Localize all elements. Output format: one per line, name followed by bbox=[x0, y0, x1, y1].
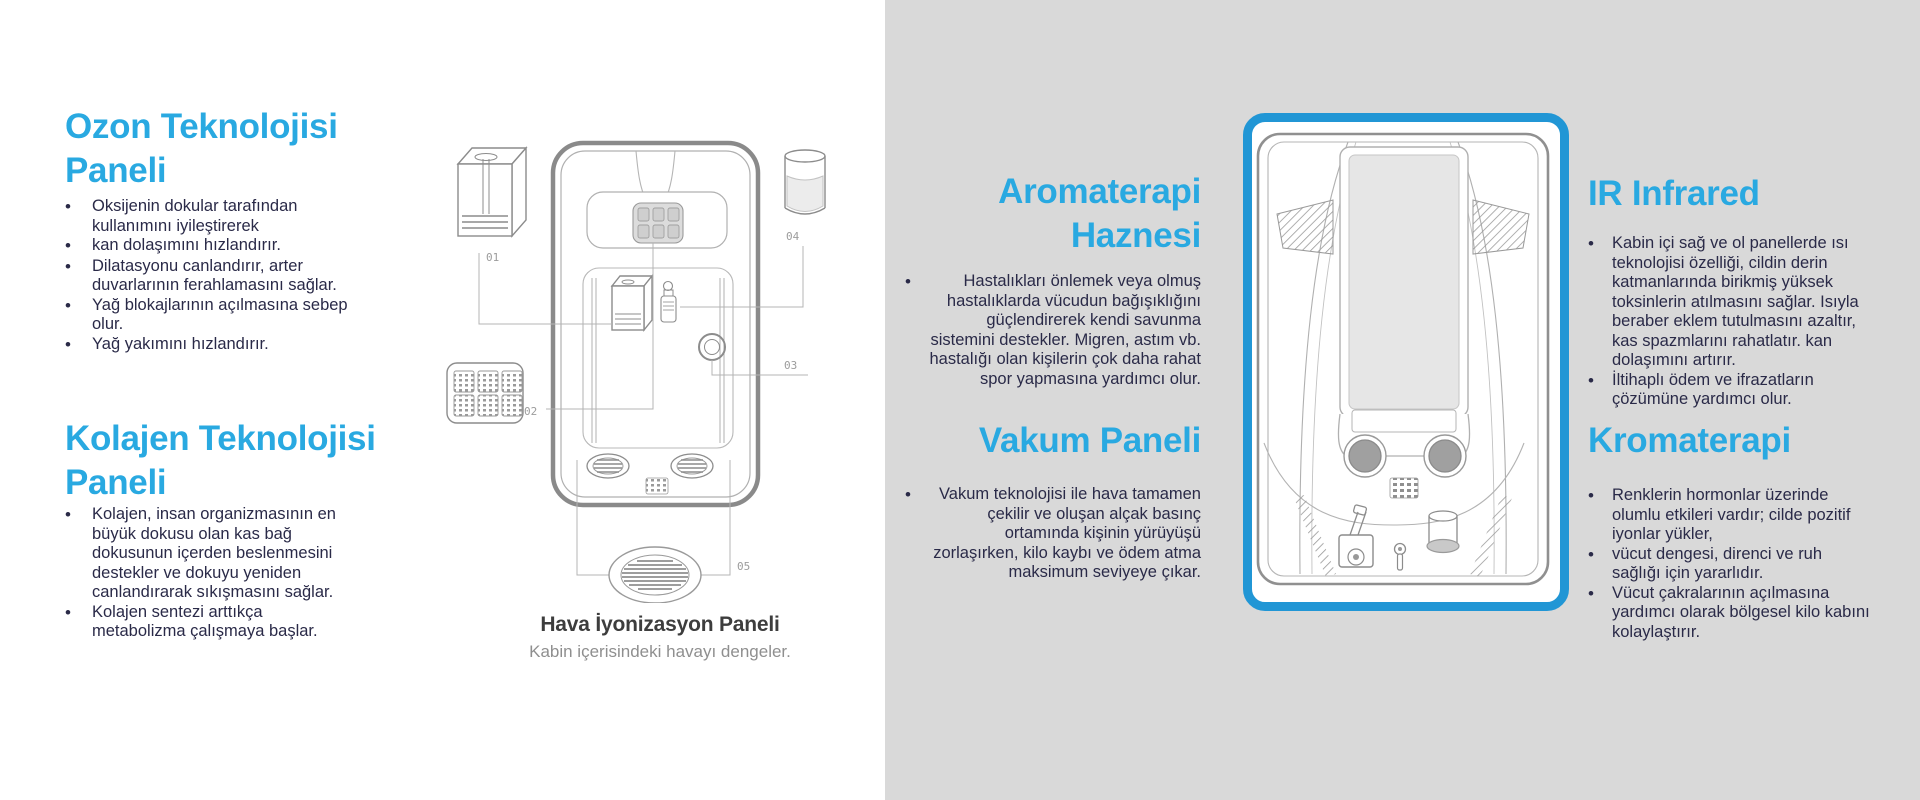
callout-label-05: 05 bbox=[737, 560, 751, 573]
list-item: • Yağ blokajlarının açılmasına sebep olur. bbox=[65, 296, 420, 335]
glass-drawing bbox=[785, 150, 825, 214]
list-item: • Renklerin hormonlar üzerinde olumlu etkileri vardır; cilde pozitif iyonlar yükler, bbox=[1588, 486, 1888, 545]
list-item: • Dilatasyonu canlandırır, arter duvarlarının ferahlamasını sağlar. bbox=[65, 257, 420, 296]
bullet-dot-icon bbox=[65, 296, 92, 335]
section-vakum-bullets bbox=[905, 485, 1201, 583]
list-item: • Vakum teknolojisi ile hava tamamen çekilir ve oluşan alçak basınç ortamında kişinin yürüyüşü zorlaşırken, kilo kaybı ve ödem atma maksimum seviyeye çıkar. bbox=[905, 485, 1201, 583]
cabin-interior-drawing bbox=[1252, 122, 1560, 602]
list-item: • kan dolaşımını hızlandırır. bbox=[65, 236, 420, 257]
keypad-grid bbox=[1390, 478, 1418, 498]
section-kromaterapi-bullets bbox=[1588, 486, 1888, 642]
bullet-dot-icon bbox=[65, 335, 92, 356]
diagram-caption-title: Hava İyonizasyon Paneli bbox=[540, 613, 780, 636]
bullet-dot-icon bbox=[65, 505, 92, 603]
bullet-dot-icon bbox=[65, 197, 92, 236]
speaker-drawing bbox=[609, 547, 701, 603]
list-item: • Kolajen, insan organizmasının en büyük dokusu olan kas bağ dokusunun içerden beslenmesini destekler ve dokuyu yeniden canlandırarak sıkışmasını sağlar. bbox=[65, 505, 420, 603]
bullet-dot-icon bbox=[905, 272, 927, 389]
diagram-caption-subtitle: Kabin içerisindeki havayı dengeler. bbox=[529, 642, 791, 661]
section-ir-bullets bbox=[1588, 234, 1888, 410]
bullet-dot-icon bbox=[1588, 584, 1612, 643]
bullet-dot-icon bbox=[1588, 486, 1612, 545]
section-kromaterapi bbox=[1588, 419, 1888, 463]
bullet-dot-icon bbox=[1588, 545, 1612, 584]
list-item: • Kabin içi sağ ve ol panellerde ısı teknolojisi özelliği, cildin derin katmanlarında birikmiş yüksek toksinlerin atılmasını sağlar. Isıyla beraber eklem tutulmasını azaltır, kas spazmlarını rahatlatır. kan dolaşımını artırır. bbox=[1588, 234, 1888, 371]
cabin-interior-diagram-frame bbox=[1243, 113, 1569, 611]
list-item: • vücut dengesi, direnci ve ruh sağlığı için yararlıdır. bbox=[1588, 545, 1888, 584]
section-title-aromaterapi: Aromaterapi Haznesi bbox=[998, 172, 1201, 255]
section-title-kromaterapi: Kromaterapi bbox=[1588, 421, 1791, 460]
callout-label-01: 01 bbox=[486, 251, 500, 264]
section-title-vakum: Vakum Paneli bbox=[978, 421, 1201, 460]
section-title-kolajen: Kolajen Teknolojisi Paneli bbox=[65, 419, 376, 502]
section-vakum bbox=[905, 419, 1201, 463]
bullet-dot-icon bbox=[1588, 371, 1612, 410]
section-kolajen bbox=[65, 417, 420, 505]
list-item: • Yağ yakımını hızlandırır. bbox=[65, 335, 420, 356]
diagram-caption bbox=[480, 613, 840, 662]
list-item: • Kolajen sentezi arttıkça metabolizma çalışmaya başlar. bbox=[65, 603, 420, 642]
section-aromaterapi bbox=[905, 170, 1201, 258]
section-title-ir: IR Infrared bbox=[1588, 174, 1760, 213]
air-ionization-diagram bbox=[440, 128, 840, 603]
callout-label-04: 04 bbox=[786, 230, 800, 243]
section-ozon-bullets bbox=[65, 197, 420, 355]
section-ir bbox=[1588, 172, 1888, 216]
section-aromaterapi-bullets bbox=[905, 272, 1201, 389]
bullet-dot-icon bbox=[1588, 234, 1612, 371]
callout-label-02: 02 bbox=[524, 405, 538, 418]
section-title-ozon: Ozon Teknolojisi Paneli bbox=[65, 107, 338, 190]
list-item: • Vücut çakralarının açılmasına yardımcı olarak bölgesel kilo kabını kolaylaştırır. bbox=[1588, 584, 1888, 643]
list-item: • Oksijenin dokular tarafından kullanımını iyileştirerek bbox=[65, 197, 420, 236]
bullet-dot-icon bbox=[65, 603, 92, 642]
callout-label-03: 03 bbox=[784, 359, 798, 372]
list-item: • Hastalıkları önlemek veya olmuş hastalıklarda vücudun bağışıklığını güçlendirerek kendi savunma sistemini destekler. Migren, astım vb. hastalığı olan kişilerin çok daha rahat spor yapmasına yardımcı olur. bbox=[905, 272, 1201, 389]
bullet-dot-icon bbox=[65, 257, 92, 296]
walking-track bbox=[1338, 147, 1469, 456]
section-ozon bbox=[65, 105, 420, 193]
ion-grid-panel-drawing bbox=[447, 363, 523, 423]
list-item: • İltihaplı ödem ve ifrazatların çözümüne yardımcı olur. bbox=[1588, 371, 1888, 410]
bullet-dot-icon bbox=[905, 485, 927, 583]
bullet-dot-icon bbox=[65, 236, 92, 257]
section-kolajen-bullets bbox=[65, 505, 420, 642]
ionizer-cartridge-drawing bbox=[458, 148, 526, 236]
